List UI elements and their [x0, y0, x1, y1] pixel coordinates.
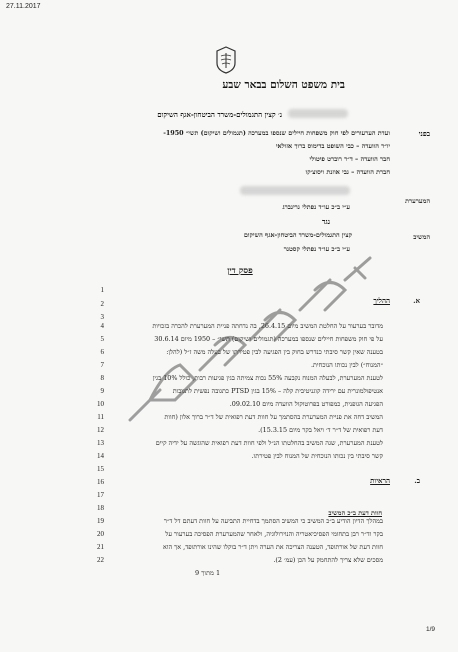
line-number: 16: [97, 478, 104, 486]
section-b-marker: ב.: [414, 476, 420, 485]
committee-chair: יו״ר הוועדה – כבי השופט בדימוס ברוך אזולאי: [275, 142, 390, 150]
respondent-label: המשיב: [413, 233, 430, 241]
redaction-case-name: [288, 109, 348, 118]
respondent-lawyer: ע״י ב״כ עו״ד נפתלי קסטנר: [283, 245, 350, 253]
body-line: המשיב דחה את פניית המערערת בהסתמך על חוות דעת רפואית של ד״ר ברוך אלון (חוות: [164, 413, 383, 421]
body-line: לטענת המערערת, לבעלה המנוח נקבעה 55% נכות צמיתה בגין פגיעות רבות, כולל 10% בגין: [152, 374, 383, 382]
body-line: דעת רפואית של ד״ר ד׳ ויאל בקר מיום 15.3.15).: [258, 426, 383, 434]
line-number: 19: [97, 517, 104, 525]
judgment-title: פסק דין: [227, 266, 253, 276]
body-line: מסכים שלא צריך להתחמק על הכן (עמ׳ 2).: [273, 556, 383, 564]
line-number: 9: [100, 387, 104, 395]
line-number: 14: [97, 452, 104, 460]
line-number: 2: [100, 300, 104, 308]
line-number: 8: [100, 374, 104, 382]
body-line: בטענה שאין קשר סיבתי כנדרש בחוק בין הפגיעה לבין פטירתו של בעלה משה ז״ל (להלן:: [166, 348, 383, 356]
section-b-subtitle: חוות דעת ב״כ המשיב: [328, 509, 382, 517]
appellant-label: המערערת: [405, 197, 430, 205]
body-line: במהלך הדיון הודיע ב״כ המשיב כי המשיב הסתמך בדחיית התביעה על חוות דעתם דל ד״ר: [163, 517, 383, 525]
line-number: 10: [97, 400, 104, 408]
body-line: הפגיעה הגופנית, כמפורט בפרוטוקול הוועדה מיום 09.02.10.: [229, 400, 383, 408]
line-number: 11: [97, 413, 104, 421]
body-line: ״המנוח״) לבין נכותו הנוכחית.: [310, 361, 383, 369]
state-emblem-icon: [215, 46, 237, 74]
print-date: 27.11.2017: [6, 3, 41, 10]
committee-member-2: חברת הוועדה – גבי אוזנת ויסוצ׳קו: [305, 168, 390, 176]
line-number: 4: [100, 322, 104, 330]
line-number: 15: [97, 465, 104, 473]
section-b-title: הראיות: [370, 476, 390, 485]
versus-label: נגד: [322, 217, 330, 226]
body-line: על פי חוק משפחות חיילים שנספו במערכה (תגמולים ושיקום) תשי״ – 1950 מיום 30.6.14: [154, 335, 383, 343]
body-line: חוות דעת של אורתופד, הטענה הצריכה את הערה ויתן ד״ר בוקלו שהינו אורתופד, אך הוא: [162, 543, 383, 551]
body-line: מדובר בערעור על החלטת המשיב מיום 26.4.15, בה נדחתה פניית המערערת להכרה בזכויות: [152, 322, 383, 330]
page-footer: 1 מתוך 9: [195, 569, 221, 577]
committee-member-1: חבר הוועדה – ד״ר רוברט פיטולי: [309, 155, 390, 163]
line-number: 12: [97, 426, 104, 434]
line-number: 6: [100, 348, 104, 356]
body-line: אנטיפולמונרית עם ירידה קוגניטיבית קלה – 15% בגין PTSD כתגובה נפשית לתגובות: [172, 387, 383, 395]
line-number: 21: [97, 543, 104, 551]
respondent-name: קצין התגמולים-משרד הביטחון-אגף השיקום: [243, 231, 352, 239]
body-line: קשר סיבתי בין נכותו הנוכחית של המנוח לבין פטירתו.: [251, 452, 383, 460]
body-line: לטענת המערערת, שגה המשיב בהחלטתו הנ״ל ולפי חוות דעת רפואית שהוגשה על ידיה קיים: [155, 439, 383, 447]
section-a-marker: א.: [413, 296, 420, 305]
section-a-title: ההליך: [373, 296, 390, 305]
page-number: 1/9: [426, 626, 436, 633]
line-number: 5: [100, 335, 104, 343]
court-name: בית משפט השלום בבאר שבע: [222, 79, 345, 91]
line-number: 17: [97, 491, 104, 499]
appellant-lawyer: ע״י ב״כ עו״ד נפתלי גרינברג: [282, 203, 350, 211]
committee-name: ועדת הערעורים לפי חוק משפחות חיילים שנספו במערכה (תגמולים ושיקום) תשי״ 1950-: [163, 129, 390, 137]
line-number: 7: [100, 361, 104, 369]
case-title: נ׳ קצין התגמולים-משרד הביטחון-אגף השיקום: [157, 110, 282, 119]
redaction-appellant: [240, 186, 350, 195]
line-number: 13: [97, 439, 104, 447]
line-number: 18: [97, 504, 104, 512]
before-label: בפני: [418, 129, 430, 138]
line-number: 1: [100, 286, 104, 294]
body-line: בקר וד״ר רבן בתחומי הפסיכיאטריה והנוירולוגיה, ולאחר שהמערערת הפסיכה בערעור על: [165, 530, 383, 538]
line-number: 20: [97, 530, 104, 538]
line-number: 22: [97, 556, 104, 564]
line-number: 3: [100, 313, 104, 321]
